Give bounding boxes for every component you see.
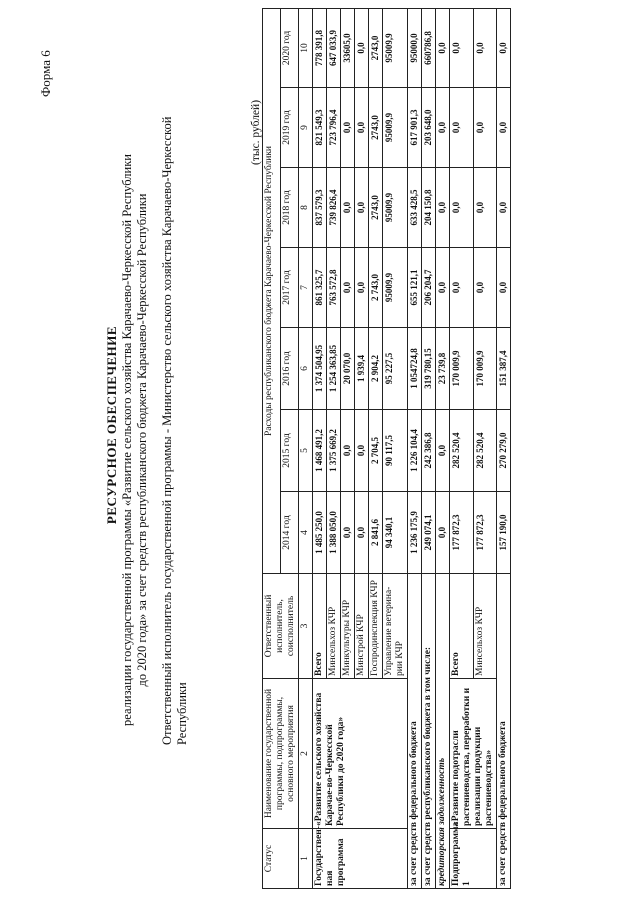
executor-cell: Минстрой КЧР xyxy=(355,574,369,679)
executor-cell: Всего xyxy=(313,574,327,679)
header-year: 2016 год xyxy=(281,328,299,410)
value-cell: 2743,0 xyxy=(369,8,383,87)
value-cell: 0,0 xyxy=(355,8,369,87)
header-year: 2020 год xyxy=(281,8,299,87)
value-cell: 763 572,8 xyxy=(327,248,341,328)
program-status: Государствен-ная программа xyxy=(313,829,408,889)
value-cell: 0,0 xyxy=(450,168,474,248)
executor-line-2: Республики xyxy=(175,682,189,745)
responsible-executor xyxy=(160,105,190,745)
value-cell: 0,0 xyxy=(436,248,450,328)
column-index: 5 xyxy=(299,410,313,492)
header-year: 2019 год xyxy=(281,88,299,168)
value-cell: 20 070,0 xyxy=(341,328,355,410)
executor-cell: Минсельхоз КЧР xyxy=(327,574,341,679)
document-subtitle xyxy=(120,135,150,745)
value-cell: 660786,8 xyxy=(422,8,436,87)
units-label: (тыс. рублей) xyxy=(250,99,262,165)
value-cell: 617 901,3 xyxy=(408,88,422,168)
value-cell: 0,0 xyxy=(473,8,497,87)
value-cell: 647 033,9 xyxy=(327,8,341,87)
value-cell: 0,0 xyxy=(473,248,497,328)
header-year: 2015 год xyxy=(281,410,299,492)
value-cell: 2743,0 xyxy=(369,88,383,168)
value-cell: 0,0 xyxy=(450,8,474,87)
value-cell: 2 904,2 xyxy=(369,328,383,410)
value-cell: 177 872,3 xyxy=(450,492,474,574)
table-row xyxy=(450,8,474,888)
header-executor: Ответственный исполнитель, соисполнитель xyxy=(263,574,299,679)
value-cell: 1 254 363,85 xyxy=(327,328,341,410)
value-cell: 282 520,4 xyxy=(473,410,497,492)
document-title: РЕСУРСНОЕ ОБЕСПЕЧЕНИЕ xyxy=(104,325,119,525)
value-cell: 33605,0 xyxy=(341,8,355,87)
value-cell: 0,0 xyxy=(436,8,450,87)
value-cell: 95000,0 xyxy=(408,8,422,87)
header-year: 2018 год xyxy=(281,168,299,248)
column-index: 3 xyxy=(299,574,313,679)
value-cell: 282 520,4 xyxy=(450,410,474,492)
value-cell: 242 386,8 xyxy=(422,410,436,492)
value-cell: 0,0 xyxy=(341,492,355,574)
value-cell: 170 009,9 xyxy=(450,328,474,410)
column-index: 9 xyxy=(299,88,313,168)
header-name: Наименование государственной программы, подпрограммы, основного мероприятия xyxy=(263,679,299,829)
value-cell: 0,0 xyxy=(341,88,355,168)
value-cell: 0,0 xyxy=(436,410,450,492)
value-cell: 177 872,3 xyxy=(473,492,497,574)
value-cell: 2 743,0 xyxy=(369,248,383,328)
value-cell: 778 391,8 xyxy=(313,8,327,87)
column-index: 7 xyxy=(299,248,313,328)
value-cell: 1 374 504,95 xyxy=(313,328,327,410)
column-index: 8 xyxy=(299,168,313,248)
table-row xyxy=(497,8,511,888)
value-cell: 249 074,1 xyxy=(422,492,436,574)
value-cell: 206 204,7 xyxy=(422,248,436,328)
subprogram-name: «Развитие подотрасли растениеводства, переработки и реализации продукции растениеводства» xyxy=(450,679,497,829)
value-cell: 0,0 xyxy=(473,88,497,168)
value-cell: 821 549,3 xyxy=(313,88,327,168)
value-cell: 723 796,4 xyxy=(327,88,341,168)
executor-cell: Минсельхоз КЧР xyxy=(473,574,497,679)
column-index: 2 xyxy=(299,679,313,829)
value-cell: 95009,9 xyxy=(383,168,408,248)
value-cell: 1 054724,8 xyxy=(408,328,422,410)
value-cell: 90 117,5 xyxy=(383,410,408,492)
form-label: Форма 6 xyxy=(38,50,53,97)
value-cell: 95009,9 xyxy=(383,248,408,328)
value-cell: 0,0 xyxy=(436,168,450,248)
value-cell: 739 826,4 xyxy=(327,168,341,248)
resource-table xyxy=(262,8,511,889)
value-cell: 0,0 xyxy=(355,410,369,492)
header-year: 2014 год xyxy=(281,492,299,574)
subtitle-line-2: до 2020 года» за счет средств республиканского бюджета Карачаево-Черкесской Республики xyxy=(135,193,149,687)
financing-label: за счет средств республиканского бюджета в том числе: xyxy=(422,574,436,889)
value-cell: 0,0 xyxy=(497,88,511,168)
value-cell: 1 485 250,0 xyxy=(313,492,327,574)
value-cell: 95 227,5 xyxy=(383,328,408,410)
value-cell: 157 190,0 xyxy=(497,492,511,574)
value-cell: 0,0 xyxy=(450,248,474,328)
value-cell: 1 226 104,4 xyxy=(408,410,422,492)
value-cell: 170 009,9 xyxy=(473,328,497,410)
value-cell: 2 704,5 xyxy=(369,410,383,492)
value-cell: 0,0 xyxy=(473,168,497,248)
table-row xyxy=(313,8,327,888)
value-cell: 0,0 xyxy=(355,88,369,168)
value-cell: 0,0 xyxy=(450,88,474,168)
header-expenses: Расходы республиканского бюджета Карачаево-Черкесской Республики xyxy=(263,8,281,573)
value-cell: 0,0 xyxy=(355,492,369,574)
value-cell: 633 428,5 xyxy=(408,168,422,248)
value-cell: 0,0 xyxy=(497,8,511,87)
value-cell: 1 236 175,9 xyxy=(408,492,422,574)
column-index: 1 xyxy=(299,829,313,889)
table-row xyxy=(408,8,422,888)
value-cell: 151 387,4 xyxy=(497,328,511,410)
value-cell: 1 388 050,0 xyxy=(327,492,341,574)
value-cell: 270 279,0 xyxy=(497,410,511,492)
value-cell: 1 375 669,2 xyxy=(327,410,341,492)
value-cell: 2 841,6 xyxy=(369,492,383,574)
financing-label: за счет средств федерального бюджета xyxy=(408,574,422,889)
value-cell: 655 121,1 xyxy=(408,248,422,328)
column-index: 4 xyxy=(299,492,313,574)
executor-line-1: Ответственный исполнитель государственной программы - Министерство сельского хозяйства Карачаево-Черкесской xyxy=(160,116,174,745)
column-index-row xyxy=(299,8,313,888)
table-row xyxy=(436,8,450,888)
value-cell: 23 739,8 xyxy=(436,328,450,410)
value-cell: 0,0 xyxy=(497,248,511,328)
value-cell: 95009,9 xyxy=(383,88,408,168)
value-cell: 0,0 xyxy=(341,168,355,248)
header-status: Статус xyxy=(263,829,299,889)
value-cell: 861 325,7 xyxy=(313,248,327,328)
value-cell: 837 579,3 xyxy=(313,168,327,248)
financing-label: кредиторская задолженность xyxy=(436,574,450,889)
value-cell: 2743,0 xyxy=(369,168,383,248)
value-cell: 0,0 xyxy=(341,410,355,492)
value-cell: 95009,9 xyxy=(383,8,408,87)
value-cell: 1 468 491,2 xyxy=(313,410,327,492)
column-index: 10 xyxy=(299,8,313,87)
financing-label: за счет средств федерального бюджета xyxy=(497,574,511,889)
executor-cell: Госпродинспекция КЧР xyxy=(369,574,383,679)
value-cell: 0,0 xyxy=(436,492,450,574)
value-cell: 94 340,1 xyxy=(383,492,408,574)
value-cell: 0,0 xyxy=(497,168,511,248)
value-cell: 204 150,8 xyxy=(422,168,436,248)
executor-cell: Минкультуры КЧР xyxy=(341,574,355,679)
value-cell: 0,0 xyxy=(436,88,450,168)
subtitle-line-1: реализации государственной программы «Развитие сельского хозяйства Карачаево-Черкесской Республики xyxy=(120,154,134,726)
value-cell: 203 648,0 xyxy=(422,88,436,168)
table-row xyxy=(422,8,436,888)
value-cell: 0,0 xyxy=(341,248,355,328)
value-cell: 0,0 xyxy=(355,168,369,248)
value-cell: 1 939,4 xyxy=(355,328,369,410)
subprogram-status: Подпрограмма 1 xyxy=(450,829,497,889)
executor-cell: Управление ветерина-рии КЧР xyxy=(383,574,408,679)
executor-cell: Всего xyxy=(450,574,474,679)
value-cell: 0,0 xyxy=(355,248,369,328)
program-name: «Развитие сельского хозяйства Карачае-во-Черкесской Республики до 2020 года» xyxy=(313,679,408,829)
column-index: 6 xyxy=(299,328,313,410)
header-row xyxy=(263,8,281,888)
value-cell: 319 780,15 xyxy=(422,328,436,410)
header-year: 2017 год xyxy=(281,248,299,328)
